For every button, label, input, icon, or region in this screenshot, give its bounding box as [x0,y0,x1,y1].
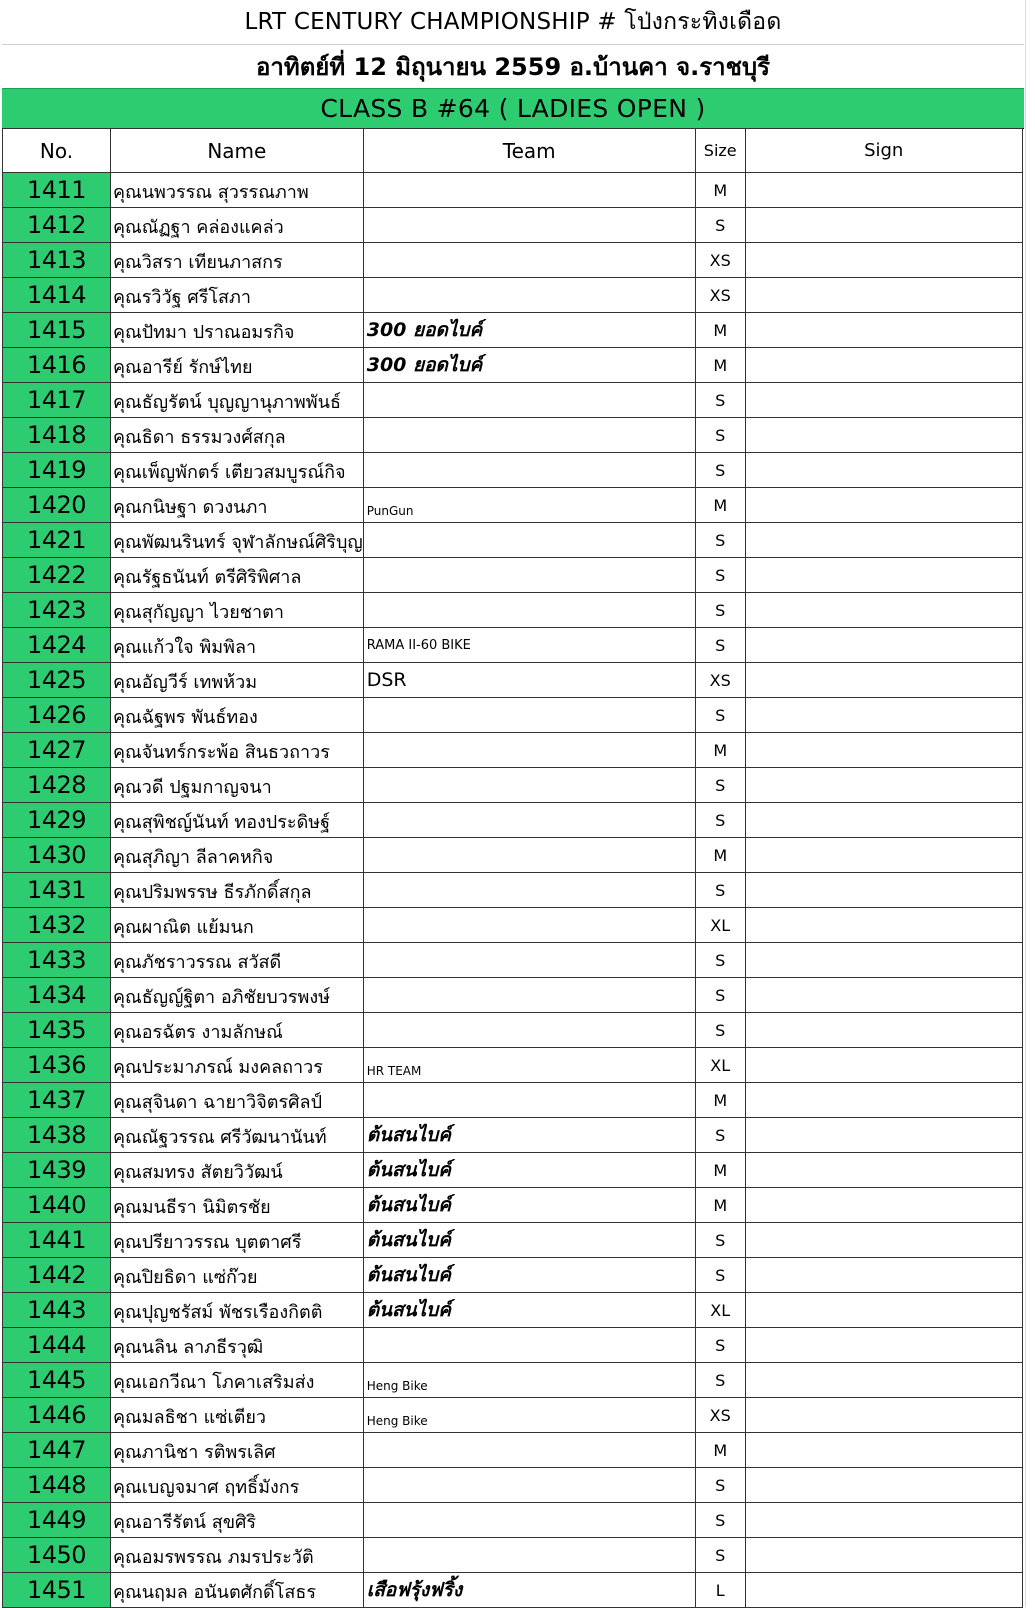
table-row [3,383,1023,418]
table-row [3,558,1023,593]
signature-cell[interactable] [745,1503,1022,1538]
rider-name-cell: คุณเบญจมาศ ฤทธิ์มังกร [111,1468,364,1503]
rider-name-cell: คุณสมทรง สัตยวิวัฒน์ [111,1153,364,1188]
table-row [3,628,1023,663]
shirt-size-cell: S [695,943,745,978]
signature-cell[interactable] [745,383,1022,418]
shirt-size-cell: S [695,698,745,733]
team-cell [363,243,695,278]
bib-number-cell: 1424 [3,628,111,663]
bib-number-cell: 1445 [3,1363,111,1398]
signature-cell[interactable] [745,698,1022,733]
table-row [3,348,1023,383]
rider-name-cell: คุณพัฒนรินทร์ จุฬาลักษณ์ศิริบุญ [111,523,364,558]
rider-name-cell: คุณมลธิชา แซ่เตียว [111,1398,364,1433]
signature-cell[interactable] [745,838,1022,873]
bib-number-cell: 1412 [3,208,111,243]
table-row [3,698,1023,733]
rider-name-cell: คุณนลิน ลาภธีรวุฒิ [111,1328,364,1363]
shirt-size-cell: M [695,838,745,873]
bib-number-cell: 1421 [3,523,111,558]
shirt-size-cell: M [695,733,745,768]
bib-number-cell: 1430 [3,838,111,873]
team-cell: ต้นสนไบค์ [363,1223,695,1258]
rider-name-cell: คุณสุจินดา ฉายาวิจิตรศิลป์ [111,1083,364,1118]
shirt-size-cell: S [695,418,745,453]
signature-cell[interactable] [745,1293,1022,1328]
rider-name-cell: คุณณัฏฐา คล่องแคล่ว [111,208,364,243]
shirt-size-cell: XS [695,278,745,313]
signature-cell[interactable] [745,1153,1022,1188]
table-row [3,733,1023,768]
shirt-size-cell: S [695,1503,745,1538]
bib-number-cell: 1426 [3,698,111,733]
signature-cell[interactable] [745,488,1022,523]
table-row [3,1153,1023,1188]
signature-cell[interactable] [745,873,1022,908]
team-cell [363,593,695,628]
table-row [3,593,1023,628]
table-row [3,803,1023,838]
rider-name-cell: คุณประมาภรณ์ มงคลถาวร [111,1048,364,1083]
signature-cell[interactable] [745,1118,1022,1153]
bib-number-cell: 1448 [3,1468,111,1503]
table-row [3,488,1023,523]
rider-name-cell: คุณปริมพรรษ ธีรภักดิ์สกุล [111,873,364,908]
shirt-size-cell: XL [695,1048,745,1083]
shirt-size-cell: S [695,593,745,628]
signature-cell[interactable] [745,1013,1022,1048]
signature-cell[interactable] [745,1363,1022,1398]
table-row [3,873,1023,908]
team-cell [363,1433,695,1468]
team-cell: HR TEAM [363,1048,695,1083]
shirt-size-cell: S [695,628,745,663]
table-row [3,663,1023,698]
table-row [3,1328,1023,1363]
table-row [3,1433,1023,1468]
shirt-size-cell: S [695,768,745,803]
signature-cell[interactable] [745,1468,1022,1503]
rider-name-cell: คุณสุพิชญ์นันท์ ทองประดิษฐ์ [111,803,364,838]
column-header-no: No. [3,129,111,173]
team-cell: PunGun [363,488,695,523]
team-cell [363,1083,695,1118]
team-cell [363,418,695,453]
signature-cell[interactable] [745,908,1022,943]
bib-number-cell: 1422 [3,558,111,593]
signature-cell[interactable] [745,1083,1022,1118]
table-row [3,908,1023,943]
bib-number-cell: 1438 [3,1118,111,1153]
bib-number-cell: 1434 [3,978,111,1013]
table-row [3,978,1023,1013]
signature-cell[interactable] [745,1538,1022,1573]
shirt-size-cell: XL [695,908,745,943]
roster-table [2,128,1023,1608]
bib-number-cell: 1447 [3,1433,111,1468]
rider-name-cell: คุณปุญชรัสม์ พัชรเรืองกิตติ [111,1293,364,1328]
shirt-size-cell: XS [695,243,745,278]
bib-number-cell: 1413 [3,243,111,278]
table-row [3,418,1023,453]
team-cell [363,1013,695,1048]
signature-cell[interactable] [745,453,1022,488]
shirt-size-cell: XS [695,1398,745,1433]
team-cell: DSR [363,663,695,698]
signature-cell[interactable] [745,523,1022,558]
bib-number-cell: 1411 [3,173,111,208]
rider-name-cell: คุณฉัฐพร พันธ์ทอง [111,698,364,733]
bib-number-cell: 1431 [3,873,111,908]
rider-name-cell: คุณธิดา ธรรมวงศ์สกุล [111,418,364,453]
team-cell [363,698,695,733]
table-row [3,1363,1023,1398]
bib-number-cell: 1440 [3,1188,111,1223]
bib-number-cell: 1435 [3,1013,111,1048]
table-row [3,243,1023,278]
shirt-size-cell: S [695,383,745,418]
rider-name-cell: คุณณัฐวรรณ ศรีวัฒนานันท์ [111,1118,364,1153]
rider-name-cell: คุณอัญวีร์ เทพห้วม [111,663,364,698]
shirt-size-cell: S [695,1013,745,1048]
rider-name-cell: คุณนฤมล อนันตศักดิ์โสธร [111,1573,364,1608]
table-row [3,453,1023,488]
team-cell: ต้นสนไบค์ [363,1293,695,1328]
team-cell: Heng Bike [363,1398,695,1433]
bib-number-cell: 1439 [3,1153,111,1188]
table-row [3,768,1023,803]
team-cell [363,523,695,558]
rider-name-cell: คุณภัชราวรรณ สวัสดี [111,943,364,978]
rider-name-cell: คุณปรียาวรรณ บุตตาศรี [111,1223,364,1258]
team-cell [363,1468,695,1503]
bib-number-cell: 1436 [3,1048,111,1083]
signature-cell[interactable] [745,348,1022,383]
bib-number-cell: 1420 [3,488,111,523]
bib-number-cell: 1429 [3,803,111,838]
signature-cell[interactable] [745,1398,1022,1433]
team-cell [363,1328,695,1363]
rider-name-cell: คุณกนิษฐา ดวงนภา [111,488,364,523]
bib-number-cell: 1417 [3,383,111,418]
team-cell: ต้นสนไบค์ [363,1188,695,1223]
shirt-size-cell: S [695,803,745,838]
shirt-size-cell: S [695,1538,745,1573]
bib-number-cell: 1418 [3,418,111,453]
table-row [3,1118,1023,1153]
team-cell: ต้นสนไบค์ [363,1118,695,1153]
table-row [3,1013,1023,1048]
shirt-size-cell: S [695,978,745,1013]
table-row [3,1468,1023,1503]
class-label: CLASS B #64 ( LADIES OPEN ) [2,88,1024,129]
rider-name-cell: คุณจันทร์กระพ้อ สินธวถาวร [111,733,364,768]
team-cell [363,768,695,803]
table-row [3,1503,1023,1538]
shirt-size-cell: M [695,1188,745,1223]
team-cell: ต้นสนไบค์ [363,1258,695,1293]
rider-name-cell: คุณอมรพรรณ ภมรประวัติ [111,1538,364,1573]
signature-cell[interactable] [745,1188,1022,1223]
shirt-size-cell: S [695,453,745,488]
shirt-size-cell: M [695,348,745,383]
signature-cell[interactable] [745,943,1022,978]
shirt-size-cell: S [695,523,745,558]
event-date-location: อาทิตย์ที่ 12 มิถุนายน 2559 อ.บ้านคา จ.ราชบุรี [256,52,770,81]
table-row [3,1188,1023,1223]
team-cell: RAMA II-60 BIKE [363,628,695,663]
bib-number-cell: 1444 [3,1328,111,1363]
rider-name-cell: คุณปัทมา ปราณอมรกิจ [111,313,364,348]
bib-number-cell: 1432 [3,908,111,943]
column-header-size: Size [695,129,745,173]
bib-number-cell: 1427 [3,733,111,768]
team-cell: เสือฟรุ้งฟริ้ง [363,1573,695,1608]
table-row [3,1538,1023,1573]
shirt-size-cell: L [695,1573,745,1608]
table-row [3,313,1023,348]
rider-name-cell: คุณนพวรรณ สุวรรณภาพ [111,173,364,208]
rider-name-cell: คุณสุภิญา ลีลาคหกิจ [111,838,364,873]
shirt-size-cell: S [695,1258,745,1293]
shirt-size-cell: S [695,1363,745,1398]
bib-number-cell: 1425 [3,663,111,698]
bib-number-cell: 1442 [3,1258,111,1293]
bib-number-cell: 1416 [3,348,111,383]
team-cell [363,208,695,243]
bib-number-cell: 1415 [3,313,111,348]
header-row [3,129,1023,173]
rider-name-cell: คุณวดี ปฐมกาญจนา [111,768,364,803]
signature-cell[interactable] [745,173,1022,208]
rider-name-cell: คุณสุกัญญา ไวยชาตา [111,593,364,628]
team-cell [363,943,695,978]
rider-name-cell: คุณธัญญ์ฐิตา อภิชัยบวรพงษ์ [111,978,364,1013]
roster-body [3,173,1023,1608]
signature-cell[interactable] [745,243,1022,278]
table-row [3,523,1023,558]
signature-cell[interactable] [745,768,1022,803]
shirt-size-cell: S [695,208,745,243]
team-cell [363,278,695,313]
table-row [3,1573,1023,1608]
bib-number-cell: 1423 [3,593,111,628]
team-cell: 300 ยอดไบค์ [363,348,695,383]
rider-name-cell: คุณแก้วใจ พิมพิลา [111,628,364,663]
signature-cell[interactable] [745,803,1022,838]
signature-cell[interactable] [745,593,1022,628]
rider-name-cell: คุณอรฉัตร งามลักษณ์ [111,1013,364,1048]
column-header-sign: Sign [745,129,1022,173]
team-cell [363,803,695,838]
bib-number-cell: 1441 [3,1223,111,1258]
shirt-size-cell: M [695,1083,745,1118]
team-cell [363,1503,695,1538]
bib-number-cell: 1419 [3,453,111,488]
bib-number-cell: 1446 [3,1398,111,1433]
shirt-size-cell: M [695,1153,745,1188]
team-cell: ต้นสนไบค์ [363,1153,695,1188]
signature-cell[interactable] [745,1223,1022,1258]
table-row [3,208,1023,243]
rider-name-cell: คุณเอกวีณา โภคาเสริมส่ง [111,1363,364,1398]
rider-name-cell: คุณมนธีรา นิมิตรชัย [111,1188,364,1223]
team-cell [363,558,695,593]
rider-name-cell: คุณภานิชา รติพรเลิศ [111,1433,364,1468]
signature-cell[interactable] [745,313,1022,348]
signature-cell[interactable] [745,1328,1022,1363]
signature-cell[interactable] [745,1258,1022,1293]
table-row [3,1223,1023,1258]
table-row [3,943,1023,978]
column-header-team: Team [363,129,695,173]
signature-cell[interactable] [745,558,1022,593]
column-header-name: Name [111,129,364,173]
table-row [3,1083,1023,1118]
bib-number-cell: 1433 [3,943,111,978]
team-cell [363,873,695,908]
team-cell [363,453,695,488]
team-cell [363,733,695,768]
rider-name-cell: คุณรวิวัฐ ศรีโสภา [111,278,364,313]
team-cell [363,1538,695,1573]
table-row [3,1293,1023,1328]
rider-name-cell: คุณรัฐธนันท์ ตรีศิริพิศาล [111,558,364,593]
bib-number-cell: 1437 [3,1083,111,1118]
rider-name-cell: คุณปิยธิดา แซ่ก๊วย [111,1258,364,1293]
shirt-size-cell: S [695,558,745,593]
shirt-size-cell: M [695,173,745,208]
signature-cell[interactable] [745,278,1022,313]
bib-number-cell: 1414 [3,278,111,313]
rider-name-cell: คุณวิสรา เทียนภาสกร [111,243,364,278]
shirt-size-cell: M [695,313,745,348]
team-cell: Heng Bike [363,1363,695,1398]
team-cell [363,908,695,943]
table-row [3,173,1023,208]
bib-number-cell: 1451 [3,1573,111,1608]
shirt-size-cell: S [695,873,745,908]
shirt-size-cell: S [695,1118,745,1153]
signature-cell[interactable] [745,733,1022,768]
shirt-size-cell: XS [695,663,745,698]
signature-cell[interactable] [745,663,1022,698]
bib-number-cell: 1428 [3,768,111,803]
bib-number-cell: 1443 [3,1293,111,1328]
signature-cell[interactable] [745,628,1022,663]
rider-name-cell: คุณธัญรัตน์ บุญญานุภาพพันธ์ [111,383,364,418]
bib-number-cell: 1449 [3,1503,111,1538]
shirt-size-cell: S [695,1328,745,1363]
rider-name-cell: คุณผาณิต แย้มนก [111,908,364,943]
table-row [3,1398,1023,1433]
team-cell [363,838,695,873]
team-cell [363,173,695,208]
signature-cell[interactable] [745,1573,1022,1608]
rider-name-cell: คุณอารีย์ รักษ์ไทย [111,348,364,383]
team-cell: 300 ยอดไบค์ [363,313,695,348]
shirt-size-cell: XL [695,1293,745,1328]
sheet-gridline [1025,0,1026,1607]
shirt-size-cell: S [695,1223,745,1258]
signature-cell[interactable] [745,1433,1022,1468]
table-row [3,1258,1023,1293]
shirt-size-cell: M [695,488,745,523]
signature-cell[interactable] [745,978,1022,1013]
signature-cell[interactable] [745,418,1022,453]
team-cell [363,978,695,1013]
shirt-size-cell: M [695,1433,745,1468]
rider-name-cell: คุณเพ็ญพักตร์ เตียวสมบูรณ์กิจ [111,453,364,488]
rider-name-cell: คุณอารีรัตน์ สุขศิริ [111,1503,364,1538]
table-row [3,1048,1023,1083]
event-title: LRT CENTURY CHAMPIONSHIP # โป่งกระทิงเดือด [2,0,1024,45]
signature-cell[interactable] [745,1048,1022,1083]
bib-number-cell: 1450 [3,1538,111,1573]
table-row [3,278,1023,313]
signature-cell[interactable] [745,208,1022,243]
shirt-size-cell: S [695,1468,745,1503]
table-row [3,838,1023,873]
team-cell [363,383,695,418]
